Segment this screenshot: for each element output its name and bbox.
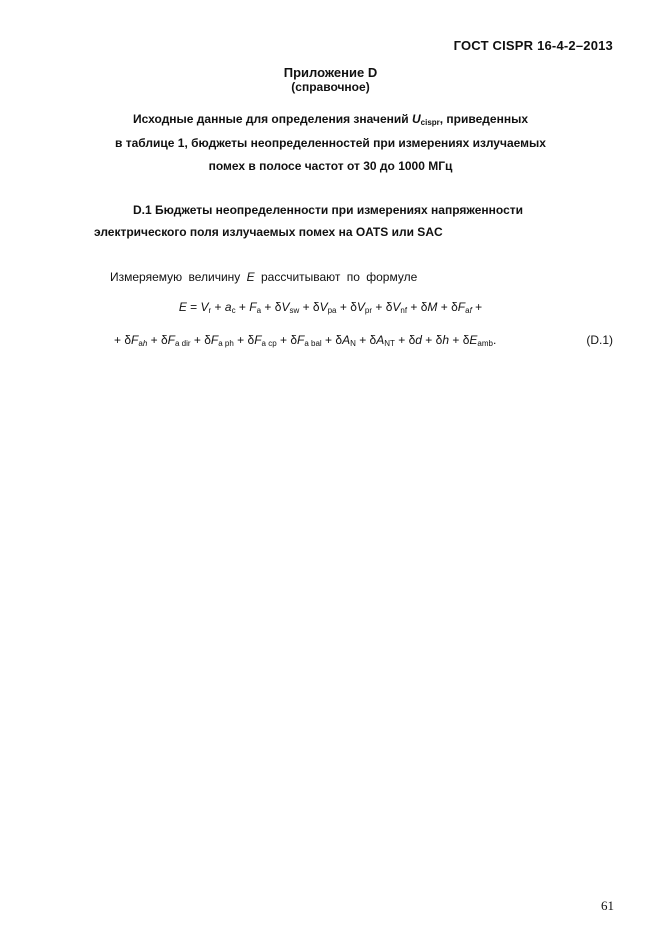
- formula-line-2: + $\delta F_{ah} + \delta F_{a dir} + \delta F_{a ph} + \delta F_{a cp} + \delta F_{a bal} + \delta A_N + \delta A_{NT} + \delta d + \delta h + \delta E_{amb}$.: [114, 333, 497, 348]
- title-line-1-prefix: Исходные данные для определения значений: [133, 112, 412, 126]
- formula-line-1: $E = V_r + a_c + F_a + \delta V_{sw} + \delta V_{pa} + \delta V_{pr} + \delta V_{nf} + \delta M + \delta F_{af}$ +: [178, 300, 483, 315]
- section-heading-line-2: электрического поля излучаемых помех на OATS или SAC: [94, 225, 443, 239]
- equation-number: (D.1): [586, 333, 613, 347]
- appendix-title: Приложение D: [283, 65, 378, 80]
- formula-intro-before: Измеряемую величину: [110, 270, 247, 284]
- standard-header: ГОСТ CISPR 16-4-2–2013: [453, 38, 613, 53]
- title-line-1-suffix: , приведенных: [439, 112, 528, 126]
- section-heading-line-1: D.1 Бюджеты неопределенности при измерениях напряженности: [133, 203, 524, 217]
- title-u-subscript: cispr: [420, 118, 440, 127]
- formula-intro: [110, 270, 417, 284]
- title-line-1: [0, 107, 661, 131]
- title-line-3: помех в полосе частот от 30 до 1000 МГц: [208, 159, 453, 173]
- title-line-2: в таблице 1, бюджеты неопределенностей при измерениях излучаемых: [115, 136, 546, 150]
- formula-intro-variable: E: [246, 270, 255, 284]
- page-number: 61: [601, 898, 614, 913]
- appendix-subtitle: (справочное): [291, 80, 370, 94]
- formula-intro-after: рассчитывают по формуле: [254, 270, 418, 284]
- title-u-variable: U: [411, 112, 421, 126]
